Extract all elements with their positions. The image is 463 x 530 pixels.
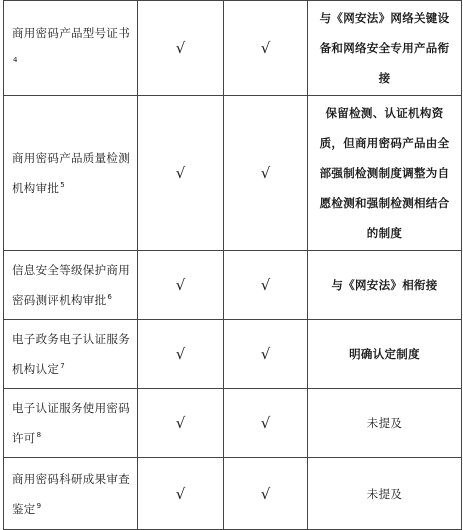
item-cell [4,1,138,96]
item-text: 商用密码科研成果审查鉴定 [12,471,130,516]
item-text: 电子政务电子认证服务机构认定 [12,332,130,376]
note-cell: 保留检测、认证机构资质，但商用密码产品由全部强制检测制度调整为自愿检测和强制检测相结合的制度 [308,96,462,251]
table-row [4,1,462,96]
item-cell [4,96,138,251]
table-row [4,320,462,389]
note-cell: 未提及 [308,389,462,458]
check-mark-cell: √ [224,251,308,320]
check-mark-cell: √ [138,1,224,96]
footnote-mark: 7 [60,362,65,371]
item-cell [4,320,138,389]
table-row [4,458,462,530]
item-cell [4,458,138,530]
check-mark-cell: √ [138,251,224,320]
check-mark-cell: √ [224,389,308,458]
item-text: 商用密码产品质量检测机构审批 [12,151,130,195]
footnote-mark: 4 [13,56,18,65]
regulation-comparison-table [3,0,462,530]
table-row [4,96,462,251]
check-mark-cell: √ [138,96,224,251]
note-cell: 与《网安法》网络关键设备和网络安全专用产品衔接 [308,1,462,96]
check-mark-cell: √ [224,96,308,251]
check-mark-cell: √ [224,1,308,96]
table-row [4,389,462,458]
footnote-mark: 5 [60,181,65,190]
note-cell: 未提及 [308,458,462,530]
item-cell [4,251,138,320]
check-mark-cell: √ [138,320,224,389]
note-cell: 与《网安法》相衔接 [308,251,462,320]
check-mark-cell: √ [138,389,224,458]
item-text: 电子认证服务使用密码许可 [12,401,130,445]
table-row [4,251,462,320]
item-cell [4,389,138,458]
note-cell: 明确认定制度 [308,320,462,389]
footnote-mark: 6 [107,293,113,302]
item-text: 商用密码产品型号证书 [12,26,130,40]
check-mark-cell: √ [224,320,308,389]
check-mark-cell: √ [224,458,308,530]
footnote-mark: 9 [36,501,42,510]
item-text: 信息安全等级保护商用密码测评机构审批 [12,263,130,307]
check-mark-cell: √ [138,458,224,530]
footnote-mark: 8 [36,431,42,440]
